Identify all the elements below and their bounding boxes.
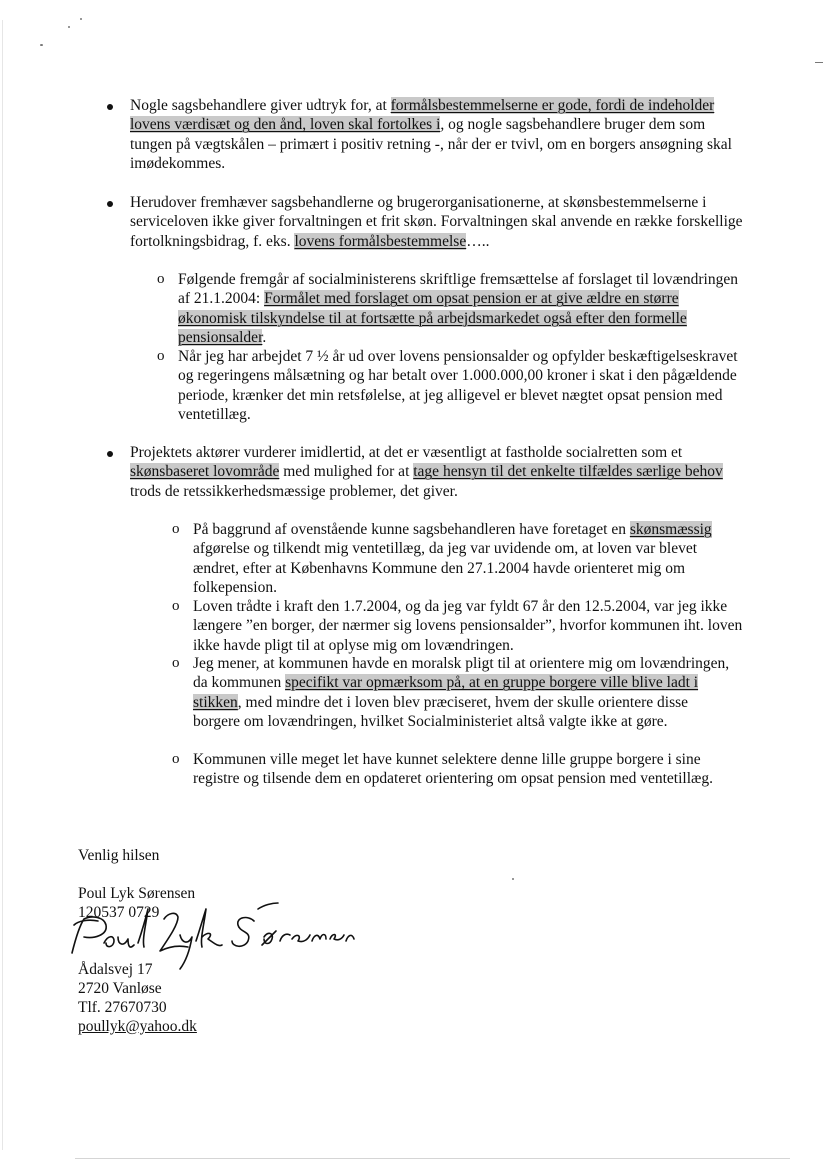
sender-cpr: 120537 0729 — [78, 904, 160, 921]
sub-item-b1 — [193, 520, 733, 598]
sub-item-b3 — [193, 654, 738, 732]
highlighted-text: skønsbaseret lovområde — [130, 463, 280, 481]
text-run: med mulighed for at — [279, 463, 414, 481]
page-bottom-rule — [75, 1158, 790, 1159]
sub-item-marker: o — [172, 751, 180, 767]
text-run: Nogle sagsbehandlere giver udtryk for, at — [130, 97, 391, 114]
text-run: Jeg mener, at kommunen havde en moralsk pligt til at orientere mig om lovændringen, da kommunen — [193, 655, 730, 692]
text-run: ….. — [466, 232, 490, 250]
highlighted-text: skønsmæssig — [629, 521, 712, 538]
bullet-paragraph-1 — [130, 96, 742, 174]
sub-item-marker: o — [172, 655, 180, 671]
text-run: Loven trådte i kraft den 1.7.2004, og da jeg var fyldt 67 år den 12.5.2004, var jeg ikke længere ”en borger, der nærmer sig lovens pensionsalder”, hvorfor kommunen iht. loven ikke havde pligt til at oplyse mig om lovændringen. — [193, 598, 743, 654]
highlighted-text: lovens formålsbestemmelse — [294, 232, 467, 250]
highlighted-text: specifikt var opmærksom på, at en gruppe borgere ville blive ladt i stikken — [193, 674, 699, 711]
sub-item-marker: o — [172, 598, 180, 614]
text-run: . — [262, 329, 267, 347]
text-run: trods de retssikkerhedsmæssige problemer, det giver. — [130, 482, 458, 500]
text-run: På baggrund af ovenstående kunne sagsbehandleren have foretaget en — [193, 521, 630, 538]
sender-phone: Tlf. 27670730 — [78, 999, 167, 1016]
bullet-marker — [107, 201, 113, 207]
sub-item-marker: o — [157, 348, 165, 364]
handwritten-signature — [68, 895, 358, 975]
text-run: Projektets aktører vurderer imidlertid, at det er væsentligt at fastholde socialretten som et — [130, 444, 683, 461]
sub-item-marker: o — [157, 271, 165, 287]
highlighted-text: formålsbestemmelserne er gode, fordi de indeholder lovens værdisæt og den ånd, loven skal fortolkes i — [130, 97, 715, 134]
text-run: Følgende fremgår af socialministerens skriftlige fremsættelse af forslaget til lovændringen af 21.1.2004: — [178, 271, 738, 308]
text-run: afgørelse og tilkendt mig ventetillæg, da jeg var uvidende om, at loven var blevet ændret, efter at Københavns Kommune den 27.1.2004 havde orienteret mig om folkepension. — [193, 540, 698, 597]
sender-city: 2720 Vanløse — [78, 980, 162, 997]
sub-item-b2 — [193, 597, 748, 655]
sub-item-b4 — [193, 750, 748, 789]
highlighted-text: tage hensyn til det enkelte tilfældes særlige behov — [413, 463, 723, 481]
sub-item-marker: o — [172, 521, 180, 537]
bullet-paragraph-3 — [130, 443, 735, 501]
bullet-paragraph-2 — [130, 193, 745, 251]
sub-item-a2 — [178, 347, 748, 425]
bullet-marker — [107, 451, 113, 457]
sender-name: Poul Lyk Sørensen — [78, 885, 196, 902]
text-run: Herudover fremhæver sagsbehandlerne og brugerorganisationerne, at skønsbestemmelserne i serviceloven ikke giver forvaltningen et frit skøn. Forvaltningen skal anvende en række forskellige fortolkningsbidrag, f. eks. — [130, 194, 743, 250]
sub-item-a1 — [178, 270, 743, 348]
text-run: Kommunen ville meget let have kunnet selektere denne lille gruppe borgere i sine registre og tilsende dem en opdateret orientering om opsat pension med ventetillæg. — [193, 751, 713, 788]
sender-street: Ådalsvej 17 — [78, 961, 153, 978]
highlighted-text: Formålet med forslaget om opsat pension er at give ældre en større økonomisk tilskyndelse til at fortsætte på arbejdsmarkedet også efter den formelle pensionsalder — [178, 290, 687, 347]
sender-email: poullyk@yahoo.dk — [78, 1018, 197, 1035]
bullet-marker — [107, 104, 113, 110]
text-run: , med mindre det i loven blev præciseret, hvem der skulle orientere disse borgere om lovændringen, hvilket Socialministeriet altså valgte ikke at gøre. — [193, 693, 689, 731]
text-run: Når jeg har arbejdet 7 ½ år ud over lovens pensionsalder og opfylder beskæftigelseskravet og regeringens målsætning og har betalt over 1.000.000,00 kroner i skat i den pågældende periode, krænker det min retsfølelse, at jeg alligevel er blevet nægtet opsat pension med ventetillæg. — [178, 348, 738, 424]
greeting: Venlig hilsen — [78, 847, 160, 864]
text-run: , og nogle sagsbehandlere bruger dem som tungen på vægtskålen – primært i positiv retning -, når der er tvivl, om en borgers ansøgning skal imødekommes. — [130, 116, 732, 173]
